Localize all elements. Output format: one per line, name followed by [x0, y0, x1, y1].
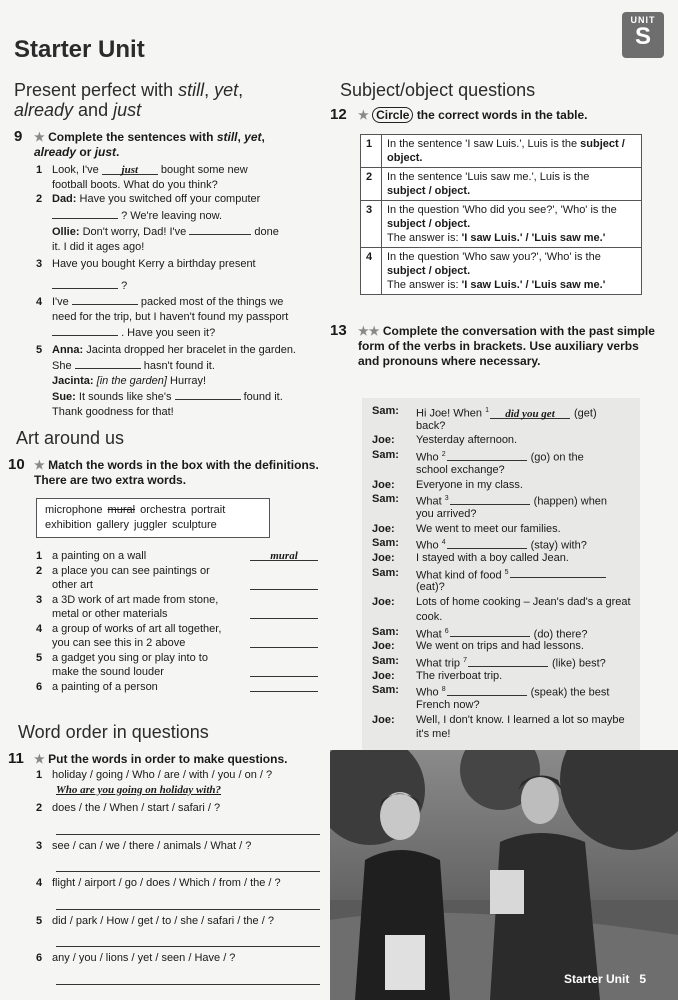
- line-text-content: Lots of home cooking – Jean's dad's a great: [416, 596, 631, 609]
- choice[interactable]: object.: [387, 152, 423, 164]
- line-text: [416, 669, 502, 683]
- line-text-content: (eat)?: [416, 581, 445, 594]
- conversation-line: [372, 448, 634, 462]
- answer-line[interactable]: Who are you going on holiday with?: [56, 783, 222, 796]
- conversation-line: [372, 610, 634, 624]
- answer-blank[interactable]: did you get: [490, 407, 570, 419]
- word-box: microphone mural orchestra portrait exhibition gallery juggler sculpture: [36, 498, 270, 538]
- answer-blank[interactable]: [250, 578, 318, 590]
- speaker: Joe:: [372, 596, 395, 609]
- exercise-11-items: 1 holiday / going / Who / are / with / you / on / ? Who are you going on holiday with? 2 does / the / When / start / safari / ? 3 see / can / we / there / animals / What / ? 4 flight / airport / go / does / Which / from / the / ? 5 did / park / How / get / to / she / safari / the / ? 6 any / you / lions / yet / seen / Have / ?: [36, 768, 326, 985]
- footer-label: Starter Unit: [564, 972, 630, 986]
- gap-number: 2: [441, 451, 446, 459]
- exercise-12-instruction: ★ Circle the correct words in the table.: [358, 108, 588, 122]
- conversation-line: [372, 566, 634, 580]
- exercise-9-instruction: ★ Complete the sentences with still, yet, already or just.: [34, 130, 265, 159]
- speaker: Sam:: [372, 493, 399, 506]
- answer-blank[interactable]: [468, 655, 548, 667]
- speaker: Sam:: [372, 625, 399, 638]
- answer-blank[interactable]: [52, 277, 118, 289]
- line-text-content: Hi Joe! When: [416, 407, 483, 420]
- speaker: Joe:: [372, 713, 395, 726]
- answer-blank[interactable]: [250, 665, 318, 677]
- unit-label: UNIT: [630, 15, 656, 25]
- unit-letter: S: [634, 23, 651, 50]
- speaker: Joe:: [372, 669, 395, 682]
- exercise-12-number: 12: [330, 106, 347, 123]
- exercise-13-instruction: ★★ Complete the conversation with the past simple form of the verbs in brackets. Use auxiliary verbs and pronouns where necessary.: [358, 324, 655, 368]
- section-present-perfect-title: Present perfect with still, yet, already and just: [14, 80, 244, 120]
- conversation-panel: [362, 398, 640, 750]
- line-text-content: Who: [416, 686, 439, 699]
- star-icon: ★: [34, 752, 45, 766]
- answer-line[interactable]: [56, 936, 320, 947]
- line-text-content: Yesterday afternoon.: [416, 434, 518, 447]
- verb-hint: (happen) when: [533, 495, 608, 508]
- answer-line[interactable]: [56, 974, 320, 985]
- table-row: 2 In the sentence 'Luis saw me.', Luis is the subject / object.: [361, 168, 642, 201]
- speaker: Sam:: [372, 654, 399, 667]
- gap-number: 6: [444, 627, 449, 635]
- star-icon: ★: [34, 130, 45, 144]
- line-text-content: school exchange?: [416, 463, 505, 476]
- subject-object-table: [360, 134, 642, 295]
- line-text: [416, 463, 505, 477]
- answer-line[interactable]: [56, 861, 320, 872]
- line-text-content: I stayed with a boy called Jean.: [416, 552, 569, 564]
- choice[interactable]: subject / object.: [387, 185, 471, 197]
- conversation-line: [372, 595, 634, 609]
- conversation-line: [372, 625, 634, 639]
- section-art-title: Art around us: [16, 428, 125, 448]
- line-text: [416, 727, 451, 741]
- line-text-content: Everyone in my class.: [416, 478, 523, 491]
- line-text-content: What: [416, 495, 442, 508]
- speaker: Joe:: [372, 552, 395, 564]
- speaker: Sam:: [372, 537, 399, 550]
- line-text: [416, 595, 631, 609]
- answer-blank[interactable]: [189, 223, 251, 235]
- gap-number: 5: [504, 568, 509, 576]
- line-text: [416, 551, 569, 565]
- exercise-10-items: 1 a painting on a wall mural 2 a place you can see paintings or other art 3 a 3D work of art made from stone, metal or other materials 4 a group of works of art all together, you can see this in 2 above 5 a gadget you sing or play into to make the sound louder 6 a painting of a person: [36, 549, 326, 694]
- conversation-line: [372, 639, 634, 653]
- answer-blank[interactable]: [250, 636, 318, 648]
- conversation-line: [372, 419, 634, 433]
- answer-blank[interactable]: [250, 680, 318, 692]
- line-text-content: The riverboat trip.: [416, 669, 503, 682]
- answer-blank[interactable]: [52, 207, 118, 219]
- conversation-line: [372, 683, 634, 697]
- verb-hint: (like) best?: [551, 657, 606, 670]
- conversation-line: [372, 536, 634, 550]
- answer-blank[interactable]: [447, 449, 527, 461]
- speaker: Joe:: [372, 478, 395, 491]
- conversation-line: [372, 492, 634, 506]
- conversation-line: [372, 463, 634, 477]
- answer-line[interactable]: [56, 824, 320, 835]
- line-text: [416, 522, 561, 536]
- table-row: 1 In the sentence 'I saw Luis.', Luis is the subject / object.: [361, 135, 642, 168]
- line-text: [416, 580, 445, 594]
- speaker: Joe:: [372, 640, 395, 653]
- speaker: Sam:: [372, 405, 399, 417]
- speaker: Sam:: [372, 449, 399, 462]
- line-text: [416, 478, 523, 492]
- unit-badge: [622, 12, 664, 58]
- line-text: [416, 610, 442, 624]
- answer-blank[interactable]: [450, 493, 530, 505]
- page-number: 5: [639, 972, 647, 986]
- table-row: 4 In the question 'Who saw you?', 'Who' is the subject / object. The answer is: 'I saw Luis.' / 'Luis saw me.': [361, 248, 642, 295]
- answer-blank[interactable]: [447, 684, 527, 696]
- gap-number: 3: [444, 495, 449, 503]
- conversation-line: [372, 507, 634, 521]
- exercise-11-instruction: ★ Put the words in order to make questions.: [34, 752, 288, 766]
- answer-blank[interactable]: [447, 537, 527, 549]
- exercise-10-instruction: ★ Match the words in the box with the definitions. There are two extra words.: [34, 458, 319, 487]
- line-text: [416, 698, 480, 712]
- answer-blank[interactable]: [175, 388, 241, 400]
- line-text-content: cook.: [416, 610, 443, 623]
- star-icon: ★★: [358, 324, 380, 338]
- verb-hint: (stay) with?: [530, 539, 587, 552]
- choice[interactable]: subject / object.: [387, 218, 471, 230]
- star-icon: ★: [34, 458, 45, 472]
- conversation-line: [372, 669, 634, 683]
- line-text-content: We went on trips and had lessons.: [416, 640, 584, 653]
- conversation-line: [372, 433, 634, 447]
- conversation-line: [372, 698, 634, 712]
- conversation-line: [372, 713, 634, 727]
- exercise-13-number: 13: [330, 322, 347, 339]
- line-text-content: French now?: [416, 699, 480, 711]
- speaker: Sam:: [372, 566, 399, 579]
- speaker: Joe:: [372, 522, 395, 535]
- answer-blank[interactable]: [450, 625, 530, 637]
- conversation-line: [372, 478, 634, 492]
- line-text-content: What: [416, 628, 442, 641]
- star-icon: ★: [358, 108, 369, 122]
- verb-hint: (do) there?: [533, 628, 588, 641]
- conversation-line: [372, 551, 634, 565]
- conversation-line: [372, 727, 634, 741]
- section-subject-object-title: Subject/object questions: [340, 80, 536, 100]
- gap-number: 7: [463, 656, 467, 664]
- exercise-9-items: 1 Look, I've just bought some new football boots. What do you think? 2 Dad: Have you switched off your computer ? We're leaving now. Ollie: Don't worry, Dad! I've done it. I did it ages ago! 3 Have you bought Kerry a birthday present ? 4 I've packed most of the things we need for the trip, but I haven't found my passport . Have you seen it? 5 Anna: Jacinta dropped her bracelet in the garden. She hasn't found it. Jacinta: [in the garden] Hurray! Sue: It sounds like she's found it. Thank goodness for that!: [36, 164, 296, 418]
- choice[interactable]: 'I saw Luis.' / 'Luis saw me.': [461, 232, 606, 244]
- gap-number: 8: [441, 686, 446, 694]
- section-word-order-title: Word order in questions: [18, 722, 209, 742]
- answer-blank[interactable]: [72, 293, 138, 305]
- exercise-10-number: 10: [8, 456, 25, 473]
- answer-line[interactable]: [56, 899, 320, 910]
- conversation-line: [372, 404, 634, 418]
- line-text: [416, 507, 477, 521]
- answer-blank[interactable]: just: [102, 163, 158, 175]
- conversation-line: [372, 654, 634, 668]
- answer-blank[interactable]: mural: [250, 549, 318, 561]
- footer: [564, 972, 646, 986]
- line-text: [416, 433, 517, 447]
- table-row: 3 In the question 'Who did you see?', 'Who' is the subject / object. The answer is: 'I saw Luis.' / 'Luis saw me.': [361, 201, 642, 248]
- answer-blank[interactable]: [510, 566, 606, 578]
- verb-hint: (speak) the best: [530, 686, 610, 699]
- answer-blank[interactable]: [52, 324, 118, 336]
- line-text-content: it's me!: [416, 728, 451, 741]
- exercise-9-number: 9: [14, 128, 23, 145]
- speaker: Sam:: [372, 684, 399, 697]
- speaker: Joe:: [372, 434, 395, 447]
- line-text-content: back?: [416, 419, 446, 432]
- line-text-content: What kind of food: [416, 569, 502, 582]
- line-text: [416, 713, 625, 727]
- choice[interactable]: subject /: [580, 138, 625, 150]
- exercise-11-number: 11: [8, 750, 24, 767]
- conversation-line: [372, 580, 634, 594]
- gap-number: 4: [441, 539, 446, 547]
- photo-two-students: [330, 750, 678, 1000]
- choice[interactable]: subject / object.: [387, 265, 471, 277]
- line-text-content: Who: [416, 451, 439, 464]
- choice[interactable]: 'I saw Luis.' / 'Luis saw me.': [461, 279, 606, 291]
- line-text-content: you arrived?: [416, 507, 477, 520]
- line-text-content: Who: [416, 539, 439, 552]
- conversation-line: [372, 522, 634, 536]
- line-text: [416, 639, 584, 653]
- line-text: [416, 419, 445, 433]
- line-text-content: Well, I don't know. I learned a lot so maybe: [416, 713, 625, 726]
- answer-blank[interactable]: [250, 607, 318, 619]
- gap-number: 1: [485, 407, 489, 414]
- answer-blank[interactable]: [75, 357, 141, 369]
- photo-illustration: [330, 750, 678, 1000]
- line-text-content: We went to meet our families.: [416, 522, 561, 535]
- page-title: Starter Unit: [14, 36, 145, 63]
- verb-hint: (go) on the: [530, 451, 584, 464]
- line-text-content: What trip: [416, 657, 461, 670]
- verb-hint: (get): [574, 407, 597, 420]
